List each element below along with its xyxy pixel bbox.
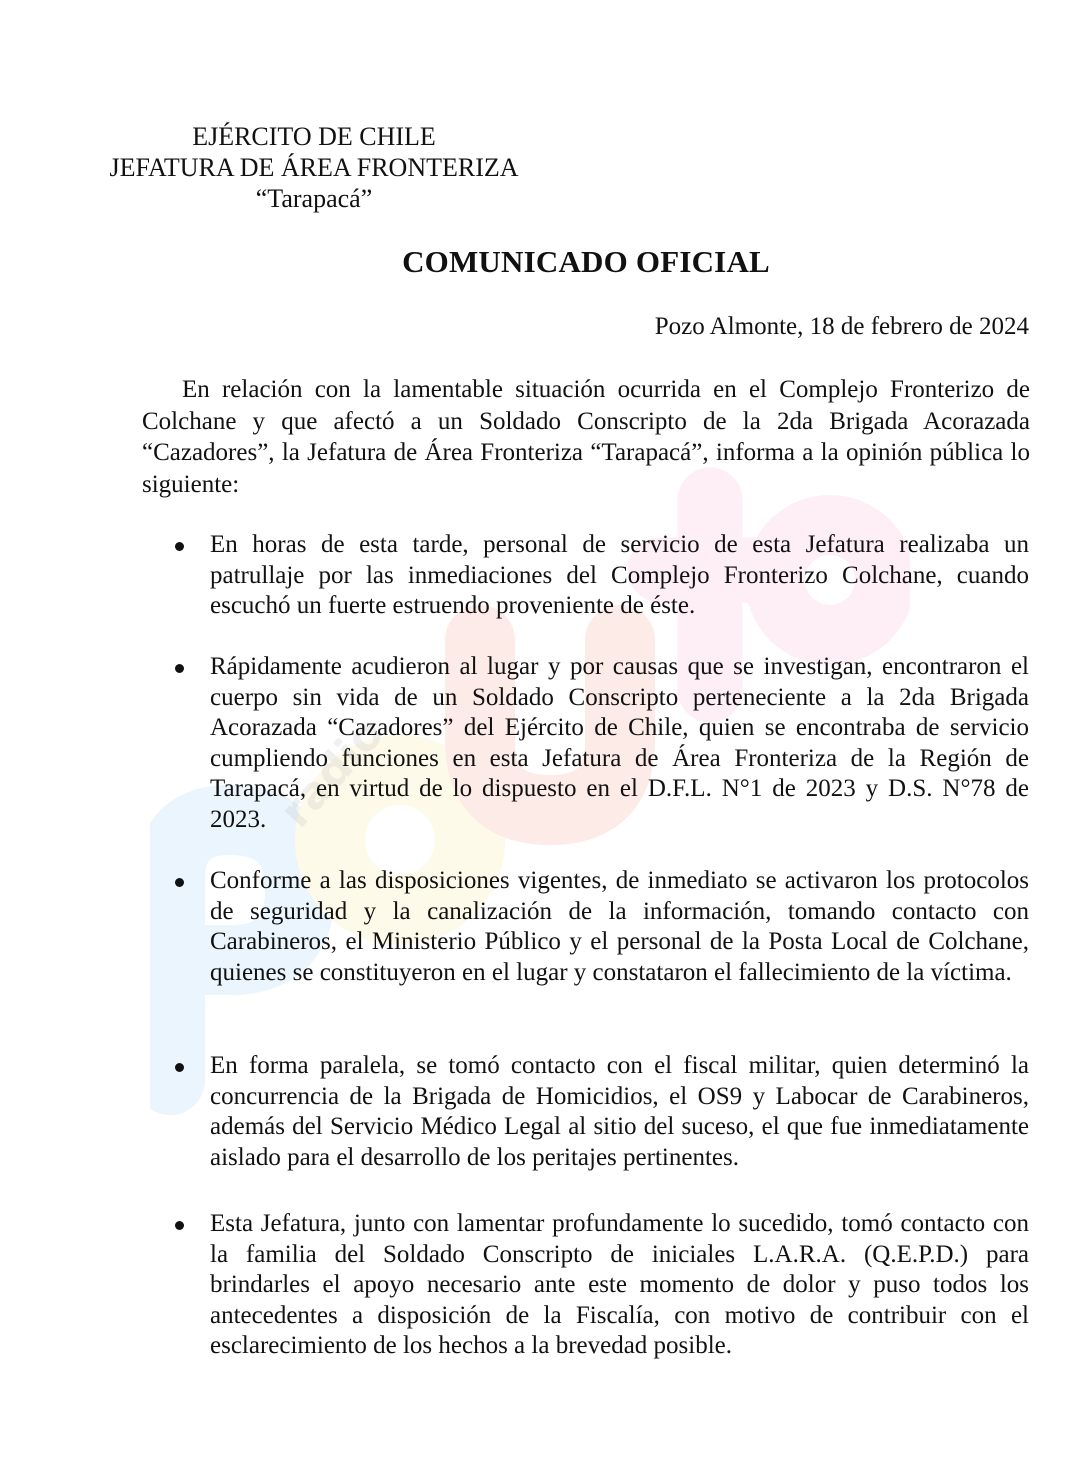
header-line-jefatura: JEFATURA DE ÁREA FRONTERIZA [109, 153, 519, 182]
bullet-text: Conforme a las disposiciones vigentes, de inmediato se activaron los protocolos de seguridad y la canalización de la información, tomando contacto con Carabineros, el Ministerio Público y el personal de la Posta Local de Colchane, quienes se constituyeron en el lugar y constataron el fallecimiento de la víctima. [210, 867, 1029, 986]
bullet-item [210, 652, 1029, 836]
bullet-item [210, 1051, 1029, 1173]
institution-header [100, 121, 528, 214]
bullet-text: Rápidamente acudieron al lugar y por causas que se investigan, encontraron el cuerpo sin vida de un Soldado Conscripto perteneciente a la 2da Brigada Acorazada “Cazadores” del Ejército de Chile, quien se encontraba de servicio cumpliendo funciones en esta Jefatura de Área Fronteriza de la Región de Tarapacá, en virtud de lo dispuesto en el D.F.L. N°1 de 2023 y D.S. N°78 de 2023. [210, 653, 1029, 833]
document-date: Pozo Almonte, 18 de febrero de 2024 [654, 313, 1029, 340]
bullet-icon [175, 664, 184, 673]
bullet-icon [175, 1063, 184, 1072]
bullet-icon [175, 542, 184, 551]
bullet-item [210, 1209, 1029, 1362]
header-line-army: EJÉRCITO DE CHILE [192, 122, 436, 151]
intro-paragraph: En relación con la lamentable situación ocurrida en el Complejo Fronterizo de Colchane y que afectó a un Soldado Conscripto de la 2da Brigada Acorazada “Cazadores”, la Jefatura de Área Fronteriza “Tarapacá”, informa a la opinión pública lo siguiente: [142, 376, 1030, 498]
document-title: COMUNICADO OFICIAL [402, 244, 770, 279]
bullet-text: Esta Jefatura, junto con lamentar profundamente lo sucedido, tomó contacto con la familia del Soldado Conscripto de iniciales L.A.R.A. (Q.E.P.D.) para brindarles el apoyo necesario ante este momento de dolor y puso todos los antecedentes a disposición de la Fiscalía, con motivo de contribuir con el esclarecimiento de los hechos a la brevedad posible. [210, 1210, 1029, 1360]
bullet-icon [175, 878, 184, 887]
watermark-radio-text: radio [270, 707, 394, 838]
bullet-icon [175, 1221, 184, 1230]
bullet-text: En horas de esta tarde, personal de servicio de esta Jefatura realizaba un patrullaje por las inmediaciones del Complejo Fronterizo Colchane, cuando escuchó un fuerte estruendo proveniente de éste. [210, 531, 1029, 620]
bullet-item [210, 866, 1029, 988]
bullet-text: En forma paralela, se tomó contacto con el fiscal militar, quien determinó la concurrencia de la Brigada de Homicidios, el OS9 y Labocar de Carabineros, además del Servicio Médico Legal al sitio del suceso, el que fue inmediatamente aislado para el desarrollo de los peritajes pertinentes. [210, 1052, 1029, 1171]
header-line-region: “Tarapacá” [255, 184, 373, 213]
bullet-item [210, 530, 1029, 622]
